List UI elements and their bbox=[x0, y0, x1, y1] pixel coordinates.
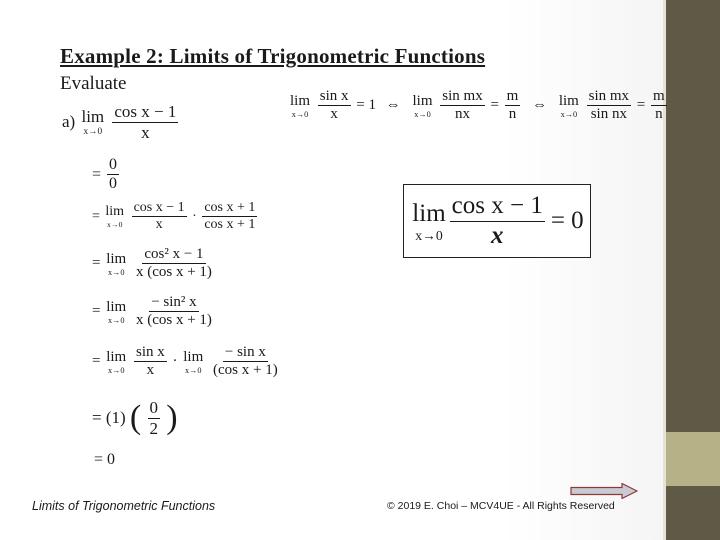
fraction-denominator: x bbox=[155, 217, 163, 233]
problem-label: a) bbox=[62, 112, 76, 132]
step-5-lim-2 bbox=[183, 349, 203, 375]
step-3-lim bbox=[106, 251, 126, 277]
footer-topic: Limits of Trigonometric Functions bbox=[32, 499, 216, 513]
step-5-fraction-1 bbox=[134, 344, 167, 380]
step-4-lim bbox=[106, 299, 126, 325]
equals-sign: = bbox=[92, 165, 102, 183]
result-fraction bbox=[450, 192, 545, 251]
identity-2-rhs-fraction bbox=[505, 88, 521, 124]
fraction-denominator: x bbox=[146, 362, 155, 379]
equals-sign: = bbox=[94, 451, 104, 469]
fraction-denominator: x (cos x + 1) bbox=[135, 264, 212, 281]
fraction-numerator: cos x − 1 bbox=[132, 200, 187, 217]
identity-3-lim bbox=[559, 93, 579, 119]
lim-subscript: x→0 bbox=[107, 220, 123, 230]
fraction-denominator: (cos x + 1) bbox=[213, 362, 278, 379]
step-6-first-factor: (1) bbox=[105, 408, 126, 428]
step-5-fraction-2 bbox=[211, 344, 280, 380]
fraction-denominator: x (cos x + 1) bbox=[135, 312, 212, 329]
multiply-dot: · bbox=[192, 208, 197, 224]
fraction-numerator: 0 bbox=[149, 398, 158, 417]
fraction-numerator: sin x bbox=[134, 344, 167, 362]
multiply-dot: · bbox=[172, 353, 178, 370]
step-4-fraction bbox=[134, 294, 214, 330]
lim-word: lim bbox=[558, 92, 579, 109]
lim-word: lim bbox=[290, 92, 311, 109]
slide-title: Example 2: Limits of Trigonometric Functions bbox=[60, 44, 486, 68]
identity-1-lim bbox=[290, 93, 310, 119]
fraction-numerator: sin mx bbox=[440, 88, 484, 106]
identities-row bbox=[288, 88, 669, 124]
fraction-denominator: cos x + 1 bbox=[204, 217, 256, 233]
fraction-numerator: cos x − 1 bbox=[114, 102, 177, 121]
step-1-fraction bbox=[107, 156, 119, 194]
fraction-numerator: − sin x bbox=[223, 344, 268, 362]
side-strip-top bbox=[666, 0, 720, 432]
side-strip-middle bbox=[666, 432, 720, 486]
lim-subscript: x→0 bbox=[107, 267, 125, 277]
step-7-value: 0 bbox=[107, 451, 116, 469]
fraction-numerator: sin x bbox=[318, 88, 351, 106]
identity-1-rhs: = 1 bbox=[356, 97, 376, 114]
equivalence-arrow: ⇔ bbox=[385, 97, 401, 114]
lim-subscript: x→0 bbox=[107, 315, 125, 325]
footer-copyright: © 2019 E. Choi – MCV4UE - All Rights Reserved bbox=[387, 500, 615, 512]
lim-subscript: x→0 bbox=[185, 365, 202, 375]
step-7 bbox=[94, 451, 115, 469]
step-2-fraction-1 bbox=[132, 200, 187, 233]
identity-2-fraction bbox=[440, 88, 484, 124]
equals-sign: = bbox=[92, 255, 101, 272]
fraction-numerator: cos x − 1 bbox=[450, 192, 545, 222]
identity-2-lim bbox=[413, 93, 433, 119]
step-2-lim bbox=[105, 204, 124, 229]
fraction-denominator: nx bbox=[454, 106, 470, 123]
lim-word: lim bbox=[81, 106, 105, 126]
equals-sign: = bbox=[92, 353, 101, 370]
fraction-denominator: x bbox=[141, 122, 150, 142]
step-2-fraction-2 bbox=[202, 200, 257, 233]
equals-sign: = bbox=[92, 408, 102, 428]
result-box bbox=[403, 184, 591, 258]
problem-fraction bbox=[112, 102, 178, 142]
lim-subscript: x→0 bbox=[107, 365, 125, 375]
side-strip-bottom bbox=[666, 486, 720, 540]
lim-word: lim bbox=[106, 298, 127, 315]
fraction-denominator: 2 bbox=[149, 418, 158, 438]
fraction-denominator: n bbox=[655, 106, 663, 123]
lim-subscript: x→0 bbox=[560, 109, 578, 119]
fraction-denominator: n bbox=[508, 106, 517, 123]
fraction-numerator: 0 bbox=[107, 156, 119, 175]
problem-lim bbox=[81, 107, 104, 137]
step-3 bbox=[92, 246, 216, 282]
fraction-numerator: cos x + 1 bbox=[202, 200, 257, 217]
fraction-denominator: sin nx bbox=[590, 106, 627, 123]
lim-subscript: x→0 bbox=[415, 227, 443, 243]
step-1 bbox=[92, 156, 121, 194]
fraction-numerator: cos² x − 1 bbox=[142, 246, 205, 264]
lim-word: lim bbox=[183, 348, 204, 365]
fraction-numerator: − sin² x bbox=[149, 294, 198, 312]
step-6-fraction bbox=[148, 398, 161, 438]
lim-word: lim bbox=[412, 199, 446, 227]
lim-word: lim bbox=[412, 92, 433, 109]
right-paren: ) bbox=[166, 399, 178, 437]
step-5 bbox=[92, 344, 282, 380]
problem-expression bbox=[62, 102, 180, 142]
equals-sign: = bbox=[92, 303, 101, 320]
right-arrow-icon[interactable] bbox=[570, 483, 638, 499]
equals-sign: = bbox=[636, 97, 646, 114]
lim-word: lim bbox=[105, 204, 125, 220]
equivalence-arrow: ⇔ bbox=[532, 97, 548, 114]
fraction-numerator: m bbox=[505, 88, 521, 106]
lim-word: lim bbox=[106, 348, 127, 365]
fraction-numerator: sin mx bbox=[587, 88, 631, 106]
step-3-fraction bbox=[134, 246, 214, 282]
lim-word: lim bbox=[106, 250, 127, 267]
left-paren: ( bbox=[129, 399, 142, 437]
slide-subtitle: Evaluate bbox=[60, 73, 127, 94]
identity-1-fraction bbox=[318, 88, 351, 124]
step-4 bbox=[92, 294, 216, 330]
identity-3-fraction bbox=[587, 88, 631, 124]
step-5-lim bbox=[106, 349, 126, 375]
fraction-denominator: x bbox=[490, 221, 504, 249]
identity-3-rhs-fraction bbox=[651, 88, 667, 124]
fraction-numerator: m bbox=[651, 88, 667, 106]
lim-subscript: x→0 bbox=[414, 109, 431, 119]
step-2 bbox=[92, 200, 259, 233]
lim-subscript: x→0 bbox=[291, 109, 309, 119]
equals-sign: = bbox=[490, 97, 499, 114]
fraction-denominator: 0 bbox=[109, 175, 118, 193]
equals-sign: = bbox=[92, 208, 100, 224]
result-lim bbox=[412, 200, 445, 243]
lim-subscript: x→0 bbox=[83, 126, 103, 137]
fraction-denominator: x bbox=[330, 106, 338, 123]
step-6 bbox=[92, 398, 178, 438]
result-rhs: = 0 bbox=[550, 207, 584, 234]
